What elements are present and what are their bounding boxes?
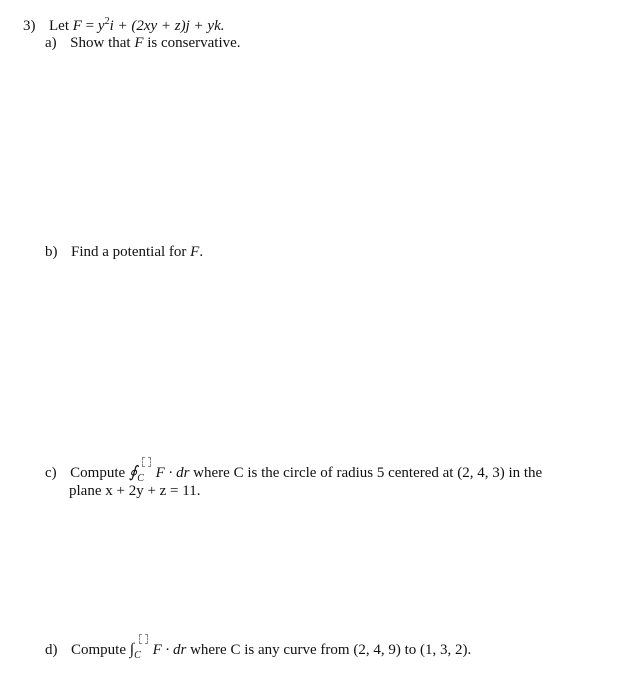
equals-sign: = <box>81 18 98 34</box>
line-integral-symbol: ∫ <box>129 641 135 658</box>
part-d-subscript: C <box>134 650 141 661</box>
y-variable: y <box>97 18 105 34</box>
placeholder-box-icon <box>142 457 151 467</box>
part-c-integrand: F · dr <box>155 465 190 481</box>
part-b-var: F <box>190 244 200 260</box>
part-b <box>45 243 203 261</box>
placeholder-box-icon <box>139 634 148 644</box>
part-d-label: d) <box>45 642 58 658</box>
part-c-line2 <box>69 482 200 500</box>
contour-integral-symbol: ∮ <box>128 464 138 481</box>
part-a <box>45 34 241 52</box>
part-b-text-post: . <box>199 244 204 260</box>
part-d-rest: where C is any curve from (2, 4, 9) to (1, 3, 2). <box>186 642 472 658</box>
part-d-integrand: F · dr <box>152 642 187 658</box>
part-c-verb: Compute <box>70 465 126 481</box>
problem-header <box>23 13 224 35</box>
part-b-text-pre: Find a potential for <box>71 244 191 260</box>
part-c-label: c) <box>45 465 57 481</box>
problem-number: 3) <box>23 18 36 34</box>
part-a-text-pre: Show that <box>70 35 135 51</box>
field-terms: i + (2xy + z)j + yk. <box>109 18 225 34</box>
part-c-rest: where C is the circle of radius 5 centered at (2, 4, 3) in the <box>189 465 543 481</box>
part-d-verb: Compute <box>71 642 126 658</box>
part-b-label: b) <box>45 244 58 260</box>
part-a-label: a) <box>45 35 57 51</box>
exponent: 2 <box>104 16 110 27</box>
problem-intro: Let <box>49 18 69 34</box>
part-a-text-post: is conservative. <box>143 35 241 51</box>
part-a-var: F <box>134 35 144 51</box>
part-c-plane: plane x + 2y + z = 11. <box>69 483 201 499</box>
part-c-subscript: C <box>137 473 144 484</box>
part-d <box>45 634 471 665</box>
field-name: F <box>72 18 82 34</box>
